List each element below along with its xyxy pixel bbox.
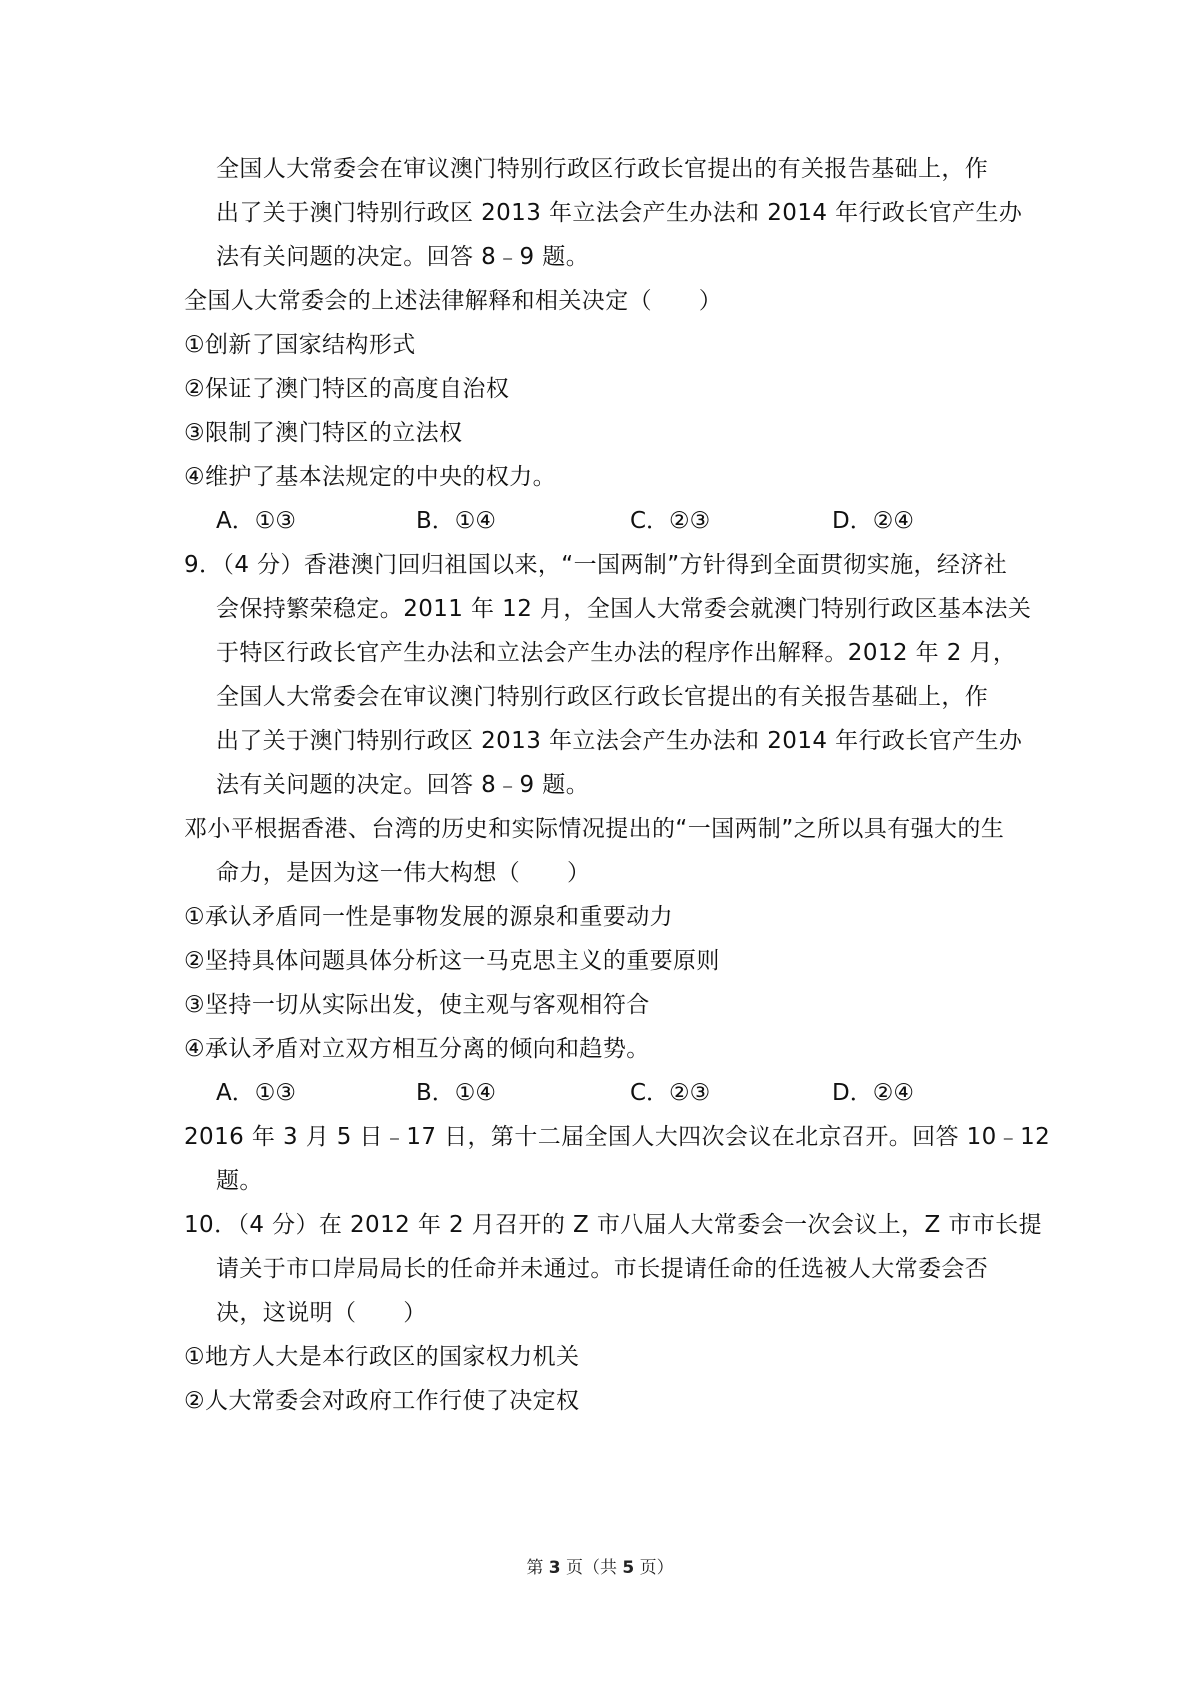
q9-context-line: 出了关于澳门特别行政区 2013 年立法会产生办法和 2014 年行政长官产生办 [216, 728, 1023, 754]
q9-option-a[interactable]: A．①③ [216, 1080, 296, 1106]
q9-stem-line: 命力，是因为这一伟大构想（ ） [216, 860, 591, 886]
q8-context-line: 全国人大常委会在审议澳门特别行政区行政长官提出的有关报告基础上，作 [216, 156, 989, 182]
q9-statement: ③坚持一切从实际出发，使主观与客观相符合 [184, 992, 650, 1018]
intro-line: 2016 年 3 月 5 日﹣17 日，第十二届全国人大四次会议在北京召开。回答 10﹣12 [184, 1124, 1051, 1150]
q9-option-c[interactable]: C．②③ [630, 1080, 711, 1106]
q10-statement: ①地方人大是本行政区的国家权力机关 [184, 1344, 580, 1370]
q9-option-d[interactable]: D．②④ [832, 1080, 914, 1106]
q8-option-d[interactable]: D．②④ [832, 508, 914, 534]
q9-statement: ②坚持具体问题具体分析这一马克思主义的重要原则 [184, 948, 720, 974]
q8-option-a[interactable]: A．①③ [216, 508, 296, 534]
q8-context-line: 法有关问题的决定。回答 8﹣9 题。 [216, 244, 590, 270]
footer-suffix: 页） [639, 1558, 674, 1578]
q9-context-line: 于特区行政长官产生办法和立法会产生办法的程序作出解释。2012 年 2 月， [216, 640, 1017, 666]
q9-option-b[interactable]: B．①④ [416, 1080, 497, 1106]
footer-middle: 页（共 [566, 1558, 617, 1578]
footer-prefix: 第 [526, 1558, 544, 1578]
q8-option-b[interactable]: B．①④ [416, 508, 497, 534]
q10-statement: ②人大常委会对政府工作行使了决定权 [184, 1388, 580, 1414]
q10-line: 决，这说明（ ） [216, 1300, 427, 1326]
q8-context-line: 出了关于澳门特别行政区 2013 年立法会产生办法和 2014 年行政长官产生办 [216, 200, 1023, 226]
q9-context-line: 法有关问题的决定。回答 8﹣9 题。 [216, 772, 590, 798]
q9-stem-line: 邓小平根据香港、台湾的历史和实际情况提出的“一国两制”之所以具有强大的生 [184, 816, 1005, 842]
q8-statement: ④维护了基本法规定的中央的权力。 [184, 464, 557, 490]
q9-context-line: 会保持繁荣稳定。2011 年 12 月，全国人大常委会就澳门特别行政区基本法关 [216, 596, 1032, 622]
q10-line: 请关于市口岸局局长的任命并未通过。市长提请任命的任选被人大常委会否 [216, 1256, 989, 1282]
q8-statement: ②保证了澳门特区的高度自治权 [184, 376, 510, 402]
q9-statement: ④承认矛盾对立双方相互分离的倾向和趋势。 [184, 1036, 650, 1062]
q9-context-line: 全国人大常委会在审议澳门特别行政区行政长官提出的有关报告基础上，作 [216, 684, 989, 710]
q8-option-c[interactable]: C．②③ [630, 508, 711, 534]
q8-statement: ①创新了国家结构形式 [184, 332, 416, 358]
q8-statement: ③限制了澳门特区的立法权 [184, 420, 463, 446]
page-footer [0, 1553, 1200, 1578]
q8-stem: 全国人大常委会的上述法律解释和相关决定（ ） [184, 288, 723, 314]
q9-statement: ①承认矛盾同一性是事物发展的源泉和重要动力 [184, 904, 674, 930]
footer-page-number: 3 [548, 1558, 561, 1578]
q9-first-line: 9．（4 分）香港澳门回归祖国以来，“一国两制”方针得到全面贯彻实施，经济社 [184, 552, 1008, 578]
footer-total-pages: 5 [622, 1558, 635, 1578]
q10-line: 10．（4 分）在 2012 年 2 月召开的 Z 市八届人大常委会一次会议上，Z 市市长提 [184, 1212, 1042, 1238]
intro-line: 题。 [216, 1168, 263, 1194]
